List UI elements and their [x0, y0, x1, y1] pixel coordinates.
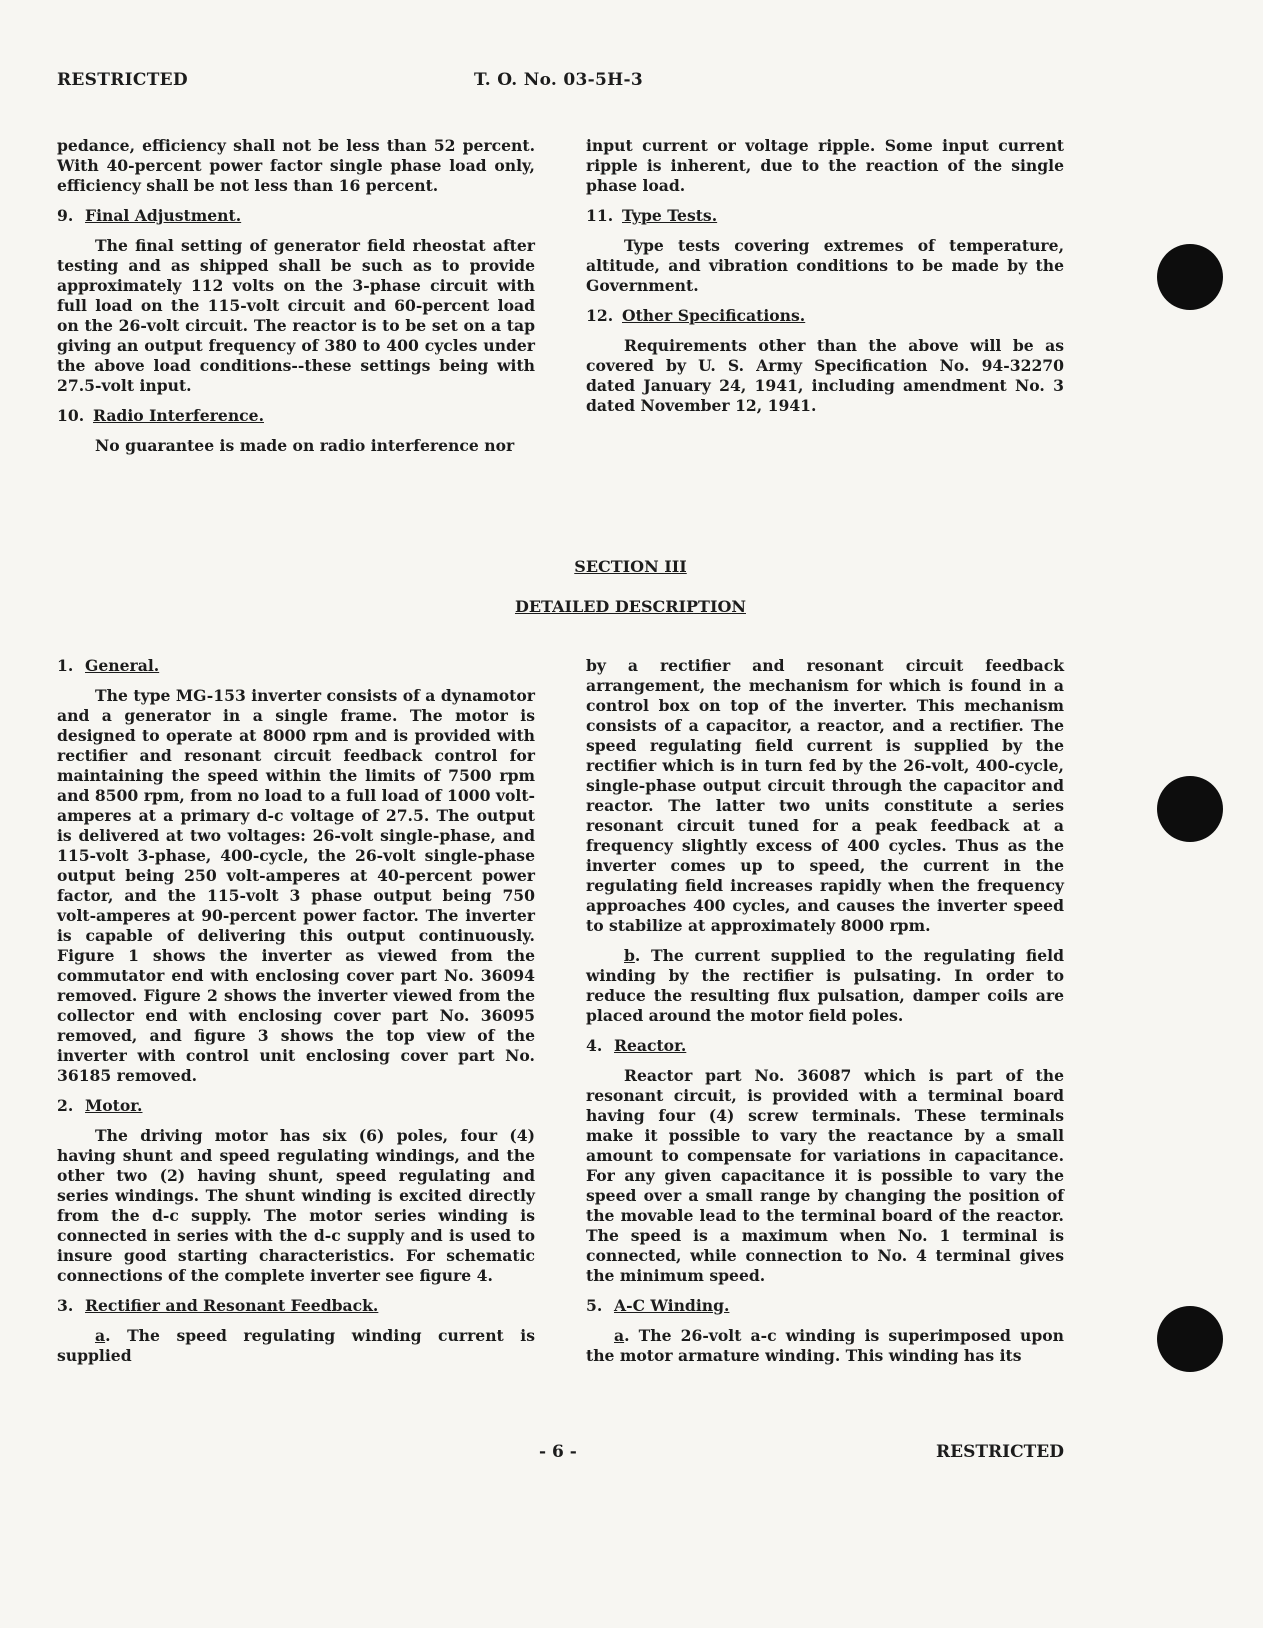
section-number: 11.: [586, 206, 614, 225]
header-document-number: T. O. No. 03-5H-3: [474, 70, 643, 90]
paragraph: The driving motor has six (6) poles, four (4) having shunt and speed regulating windings, and the other two (2) having shunt, speed regulating and series windings. The shunt winding is excited directly from the d-c supply. The motor series winding is connected in series with the d-c supply and is used to insure good starting characteristics. For schematic connections of the complete inverter see figure 4.: [57, 1126, 535, 1285]
section-heading: [586, 306, 1064, 326]
section-number: 2.: [57, 1096, 74, 1115]
subparagraph-text: . The current supplied to the regulating field winding by the rectifier is pulsating. In order to reduce the resulting flux pulsation, damper coils are placed around the motor field poles.: [586, 946, 1064, 1025]
paragraph: input current or voltage ripple. Some input current ripple is inherent, due to the reaction of the single phase load.: [586, 136, 1064, 195]
subparagraph-label: a: [95, 1326, 106, 1345]
paragraph: [586, 1326, 1064, 1366]
section-heading: [57, 1096, 535, 1116]
page-number: - 6 -: [539, 1442, 577, 1462]
subparagraph-label: a: [614, 1326, 625, 1345]
section-title: Final Adjustment.: [85, 206, 242, 225]
section-heading: [586, 206, 1064, 226]
section-title: Motor.: [85, 1096, 143, 1115]
section-number: 5.: [586, 1296, 603, 1315]
top-left-column: [57, 136, 535, 466]
binder-hole: [1157, 244, 1223, 310]
binder-hole: [1157, 776, 1223, 842]
footer-classification: RESTRICTED: [936, 1442, 1064, 1462]
paragraph: [586, 946, 1064, 1026]
section-number-heading: SECTION III: [574, 557, 687, 576]
paragraph: The type MG-153 inverter consists of a dynamotor and a generator in a single frame. The motor is designed to operate at 8000 rpm and is provided with rectifier and resonant circuit feedback control for maintaining the speed within the limits of 7500 rpm and 8500 rpm, from no load to a full load of 1000 volt-amperes at a primary d-c voltage of 27.5. The output is delivered at two voltages: 26-volt single-phase, and 115-volt 3-phase, 400-cycle, the 26-volt single-phase output being 250 volt-amperes at 40-percent power factor, and the 115-volt 3 phase output being 750 volt-amperes at 90-percent power factor. The inverter is capable of delivering this output continuously. Figure 1 shows the inverter as viewed from the commutator end with enclosing cover part No. 36094 removed. Figure 2 shows the inverter viewed from the collector end with enclosing cover part No. 36095 removed, and figure 3 shows the top view of the inverter with control unit enclosing cover part No. 36185 removed.: [57, 686, 535, 1085]
section-number: 1.: [57, 656, 74, 675]
paragraph: No guarantee is made on radio interference nor: [95, 436, 515, 455]
paragraph: Reactor part No. 36087 which is part of the resonant circuit, is provided with a terminal board having four (4) screw terminals. These terminals make it possible to vary the reactance by a small amount to compensate for variations in capacitance. For any given capacitance it is possible to vary the speed over a small range by changing the position of the movable lead to the terminal board of the reactor. The speed is a maximum when No. 1 terminal is connected, while connection to No. 4 terminal gives the minimum speed.: [586, 1066, 1064, 1285]
top-right-column: [586, 136, 1064, 426]
paragraph: Requirements other than the above will be as covered by U. S. Army Specification No. 94-32270 dated January 24, 1941, including amendment No. 3 dated November 12, 1941.: [586, 336, 1064, 415]
paragraph: The final setting of generator field rheostat after testing and as shipped shall be such as to provide approximately 112 volts on the 3-phase circuit with full load on the 115-volt circuit and 60-percent load on the 26-volt circuit. The reactor is to be set on a tap giving an output frequency of 380 to 400 cycles under the above load conditions--these settings being with 27.5-volt input.: [57, 236, 535, 395]
paragraph: Type tests covering extremes of temperature, altitude, and vibration conditions to be made by the Government.: [586, 236, 1064, 295]
section-heading: [57, 656, 535, 676]
section-title: Type Tests.: [622, 206, 718, 225]
paragraph: pedance, efficiency shall not be less than 52 percent. With 40-percent power factor single phase load only, efficiency shall be not less than 16 percent.: [57, 136, 535, 195]
section-number: 10.: [57, 406, 85, 425]
section-title: A-C Winding.: [614, 1296, 730, 1315]
section-title: Other Specifications.: [622, 306, 806, 325]
subparagraph-label: b: [624, 946, 635, 965]
bottom-left-column: [57, 656, 535, 1376]
section-heading: [57, 406, 535, 426]
section-title: General.: [85, 656, 160, 675]
header-classification: RESTRICTED: [57, 70, 188, 90]
section-title: Reactor.: [614, 1036, 687, 1055]
section-heading: [586, 1036, 1064, 1056]
subparagraph-text: . The speed regulating winding current is supplied: [57, 1326, 535, 1365]
section-title: Rectifier and Resonant Feedback.: [85, 1296, 379, 1315]
section-heading: [57, 1296, 535, 1316]
section-title: Radio Interference.: [93, 406, 264, 425]
section-number: 4.: [586, 1036, 603, 1055]
subparagraph-text: . The 26-volt a-c winding is superimposed upon the motor armature winding. This winding has its: [586, 1326, 1064, 1365]
section-number: 3.: [57, 1296, 74, 1315]
section-heading: [57, 206, 535, 226]
bottom-right-column: [586, 656, 1064, 1376]
section-title-heading: DETAILED DESCRIPTION: [514, 597, 746, 616]
paragraph: [57, 1326, 535, 1366]
binder-hole: [1157, 1306, 1223, 1372]
section-number: 9.: [57, 206, 74, 225]
paragraph: by a rectifier and resonant circuit feedback arrangement, the mechanism for which is found in a control box on top of the inverter. This mechanism consists of a capacitor, a reactor, and a rectifier. The speed regulating field current is supplied by the rectifier which is in turn fed by the 26-volt, 400-cycle, single-phase output circuit through the capacitor and reactor. The latter two units constitute a series resonant circuit tuned for a peak feedback at a frequency slightly excess of 400 cycles. Thus as the inverter comes up to speed, the current in the regulating field increases rapidly when the frequency approaches 400 cycles, and causes the inverter speed to stabilize at approximately 8000 rpm.: [586, 656, 1064, 935]
section-heading: [586, 1296, 1064, 1316]
section-number: 12.: [586, 306, 614, 325]
